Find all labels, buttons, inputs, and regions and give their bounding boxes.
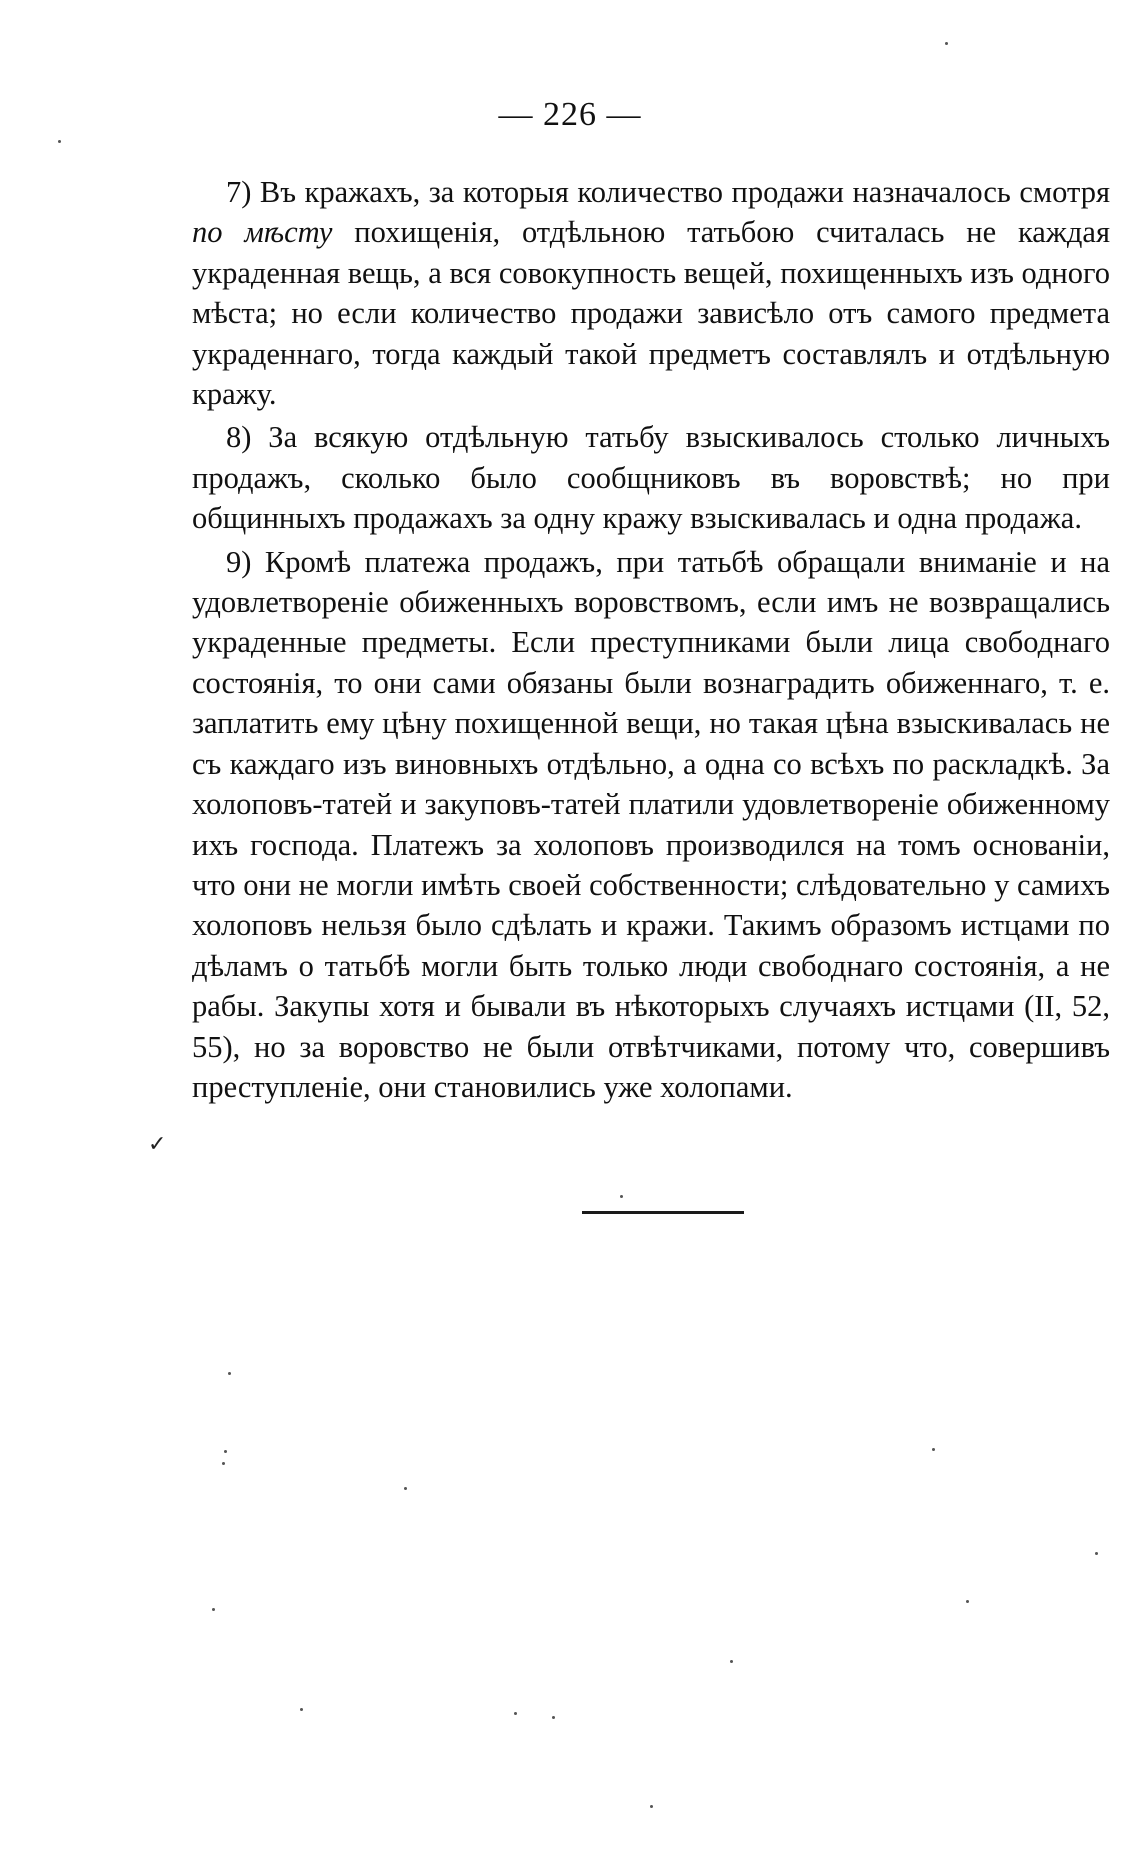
speck — [966, 1600, 969, 1603]
speck — [730, 1660, 733, 1663]
speck — [228, 1372, 231, 1375]
speck — [222, 1462, 225, 1465]
speck — [650, 1805, 653, 1808]
end-rule-divider — [582, 1211, 744, 1214]
speck — [212, 1608, 215, 1611]
paragraph-7-emphasis: по мѣсту — [192, 215, 333, 250]
speck — [224, 1450, 227, 1453]
paragraph-8: 8) За всякую отдѣльную татьбу взыскивалось столько личныхъ продажъ, сколько было сообщниковъ въ воровствѣ; но при общинныхъ продажахъ за одну кражу взыскивалась и одна продажа. — [192, 420, 1110, 536]
speck — [58, 140, 61, 143]
speck — [404, 1487, 407, 1490]
paragraph-7 — [192, 172, 1110, 414]
speck — [620, 1195, 623, 1198]
margin-check-mark: ✓ — [148, 1131, 167, 1156]
body-text — [192, 172, 1110, 1110]
page-number: — 226 — — [498, 96, 642, 133]
speck — [1095, 1552, 1098, 1555]
speck — [300, 1708, 303, 1711]
paragraph-7-rest: похищенія, отдѣльною татьбою считалась не каждая украденная вещь, а вся совокупность вещей, похищенныхъ изъ одного мѣста; но если количество продажи зависѣло отъ самого предмета украденнаго, тогда каждый такой предметъ составлялъ и отдѣльную кражу. — [192, 215, 1110, 412]
speck — [945, 42, 948, 45]
speck — [552, 1716, 555, 1719]
speck — [514, 1712, 517, 1715]
speck — [932, 1448, 935, 1451]
paragraph-9: 9) Кромѣ платежа продажъ, при татьбѣ обращали вниманіе и на удовлетвореніе обиженныхъ воровствомъ, если имъ не возвращались украденные предметы. Если преступниками были лица свободнаго состоянія, то они сами обязаны были вознаградить обиженнаго, т. е. заплатить ему цѣну похищенной вещи, но такая цѣна взыскивалась не съ каждаго изъ виновныхъ отдѣльно, а одна со всѣхъ по раскладкѣ. За холоповъ-татей и закуповъ-татей платили удовлетвореніе обиженному ихъ господа. Платежъ за холоповъ производился на томъ основаніи, что они не могли имѣть своей собственности; слѣдовательно у самихъ холоповъ нельзя было сдѣлать и кражи. Такимъ образомъ истцами по дѣламъ о татьбѣ могли быть только люди свободнаго состоянія, а не рабы. Закупы хотя и бывали въ нѣкоторыхъ случаяхъ истцами (II, 52, 55), но за воровство не были отвѣтчиками, потому что, совершивъ преступленіе, они становились уже холопами. — [192, 544, 1110, 1104]
paragraph-7-lead: 7) Въ кражахъ, за которыя количество продажи назначалось смотря — [226, 175, 1110, 209]
